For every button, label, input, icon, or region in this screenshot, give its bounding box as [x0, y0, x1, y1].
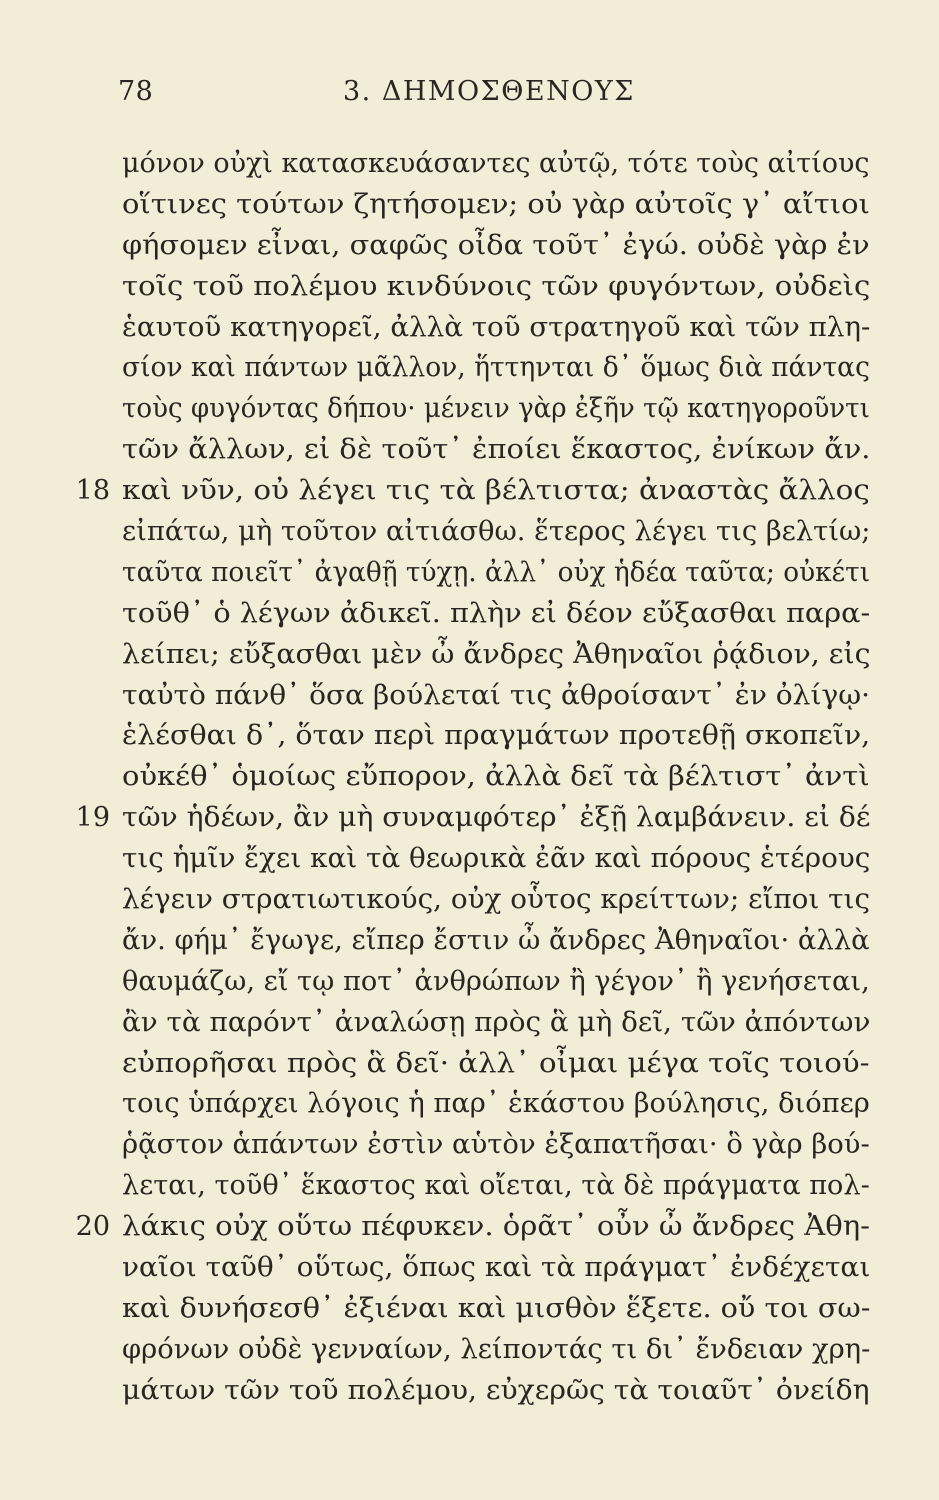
text-line — [122, 1084, 870, 1125]
text-line — [122, 1289, 870, 1330]
line-text: εὐπορῆσαι πρὸς ἃ δεῖ· ἀλλ᾽ οἶμαι μέγα τοῖς τοιού- — [122, 1047, 870, 1079]
line-text: τῶν ἡδέων, ἂν μὴ συναμφότερ᾽ ἐξῇ λαμβάνειν. εἰ δέ — [122, 802, 871, 834]
text-line — [122, 921, 870, 962]
text-line — [122, 594, 870, 635]
section-number: 20 — [75, 1211, 110, 1243]
body-text — [75, 144, 871, 1412]
page-number: 78 — [118, 76, 154, 107]
text-line — [122, 635, 870, 676]
line-text: τις ἡμῖν ἔχει καὶ τὰ θεωρικὰ ἐᾶν καὶ πόρους ἑτέρους — [122, 843, 871, 875]
text-line — [122, 1003, 870, 1044]
line-text: τοὺς φυγόντας δήπου· μένειν γὰρ ἐξῆν τῷ κατηγοροῦντι — [122, 393, 870, 425]
running-title: 3. ΔΗΜΟΣΘΕΝΟΥΣ — [343, 76, 635, 107]
text-line — [122, 267, 870, 308]
line-text: σίον καὶ πάντων μᾶλλον, ἥττηνται δ᾽ ὅμως διὰ πάντας — [122, 352, 870, 384]
line-text: τοῦθ᾽ ὁ λέγων ἀδικεῖ. πλὴν εἰ δέον εὔξασθαι παρα- — [122, 597, 871, 629]
line-text: οἵτινες τούτων ζητήσομεν; οὐ γὰρ αὐτοῖς γ᾽ αἴτιοι — [122, 188, 870, 220]
line-text: ναῖοι ταῦθ᾽ οὕτως, ὅπως καὶ τὰ πράγματ᾽ ἐνδέχεται — [122, 1252, 871, 1284]
text-line — [122, 757, 870, 798]
text-line — [75, 1207, 870, 1248]
text-line — [122, 430, 870, 471]
line-text: τοις ὑπάρχει λόγοις ἡ παρ᾽ ἑκάστου βούλησις, διόπερ — [122, 1088, 870, 1120]
line-text: μόνον οὐχὶ κατασκευάσαντες αὐτῷ, τότε τοὺς αἰτίους — [122, 148, 870, 179]
text-line — [122, 308, 870, 349]
text-line — [122, 880, 870, 921]
line-text: ταὐτὸ πάνθ᾽ ὅσα βούλεταί τις ἀθροίσαντ᾽ ἐν ὀλίγῳ· — [122, 679, 871, 711]
text-line — [122, 716, 870, 757]
text-line — [122, 185, 870, 226]
text-line — [75, 471, 870, 512]
line-text: ἄν. φήμ᾽ ἔγωγε, εἴπερ ἔστιν ὦ ἄνδρες Ἀθηναῖοι· ἀλλὰ — [122, 924, 870, 956]
line-text: εἰπάτω, μὴ τοῦτον αἰτιάσθω. ἕτερος λέγει τις βελτίω; — [122, 516, 871, 548]
line-text: καὶ δυνήσεσθ᾽ ἐξιέναι καὶ μισθὸν ἕξετε. οὔ τοι σω- — [122, 1292, 871, 1324]
section-number: 19 — [75, 802, 110, 834]
text-line — [122, 348, 870, 389]
line-text: τοῖς τοῦ πολέμου κινδύνοις τῶν φυγόντων, οὐδεὶς — [122, 270, 871, 302]
line-text: λεται, τοῦθ᾽ ἕκαστος καὶ οἴεται, τὰ δὲ πράγματα πολ- — [122, 1170, 870, 1202]
line-text: ῥᾷστον ἁπάντων ἐστὶν αὑτὸν ἐξαπατῆσαι· ὃ γὰρ βού- — [122, 1129, 870, 1161]
text-line — [122, 1044, 870, 1085]
text-line — [122, 1371, 870, 1412]
section-number: 18 — [75, 475, 110, 507]
line-text: ταῦτα ποιεῖτ᾽ ἀγαθῇ τύχῃ. ἀλλ᾽ οὐχ ἡδέα ταῦτα; οὐκέτι — [122, 556, 871, 588]
text-line — [122, 1330, 870, 1371]
line-text: ἂν τὰ παρόντ᾽ ἀναλώσῃ πρὸς ἃ μὴ δεῖ, τῶν ἀπόντων — [122, 1006, 871, 1038]
text-line — [122, 962, 870, 1003]
text-line — [122, 512, 870, 553]
line-text: φρόνων οὐδὲ γενναίων, λείποντάς τι δι᾽ ἔνδειαν χρη- — [122, 1333, 871, 1365]
line-text: ἑλέσθαι δ᾽, ὅταν περὶ πραγμάτων προτεθῇ σκοπεῖν, — [122, 720, 871, 752]
text-line — [122, 389, 870, 430]
line-text: λέγειν στρατιωτικούς, οὐχ οὗτος κρείττων; εἴποι τις — [122, 884, 871, 916]
text-line — [75, 798, 871, 839]
line-text: τῶν ἄλλων, εἰ δὲ τοῦτ᾽ ἐποίει ἕκαστος, ἐνίκων ἄν. — [122, 434, 871, 466]
line-text: φήσομεν εἶναι, σαφῶς οἶδα τοῦτ᾽ ἐγώ. οὐδὲ γὰρ ἐν — [122, 229, 870, 261]
text-line — [122, 226, 870, 267]
text-line — [122, 676, 870, 717]
line-text: θαυμάζω, εἴ τῳ ποτ᾽ ἀνθρώπων ἢ γέγον᾽ ἢ γενήσεται, — [122, 965, 870, 997]
line-text: καὶ νῦν, οὐ λέγει τις τὰ βέλτιστα; ἀναστὰς ἄλλος — [122, 475, 870, 507]
text-line — [122, 1125, 870, 1166]
text-line — [122, 553, 870, 594]
line-text: μάτων τῶν τοῦ πολέμου, εὐχερῶς τὰ τοιαῦτ᾽ ὀνείδη — [122, 1374, 870, 1406]
text-line — [122, 1166, 870, 1207]
text-line — [122, 1248, 870, 1289]
line-text: ἑαυτοῦ κατηγορεῖ, ἀλλὰ τοῦ στρατηγοῦ καὶ τῶν πλη- — [122, 311, 871, 343]
text-line — [122, 144, 870, 185]
line-text: οὐκέθ᾽ ὁμοίως εὔπορον, ἀλλὰ δεῖ τὰ βέλτιστ᾽ ἀντὶ — [122, 761, 870, 793]
running-head — [118, 72, 878, 116]
line-text: λάκις οὐχ οὕτω πέφυκεν. ὁρᾶτ᾽ οὖν ὦ ἄνδρες Ἀθη- — [122, 1211, 870, 1243]
text-line — [122, 839, 870, 880]
line-text: λείπει; εὔξασθαι μὲν ὦ ἄνδρες Ἀθηναῖοι ῥᾴδιον, εἰς — [122, 638, 871, 670]
